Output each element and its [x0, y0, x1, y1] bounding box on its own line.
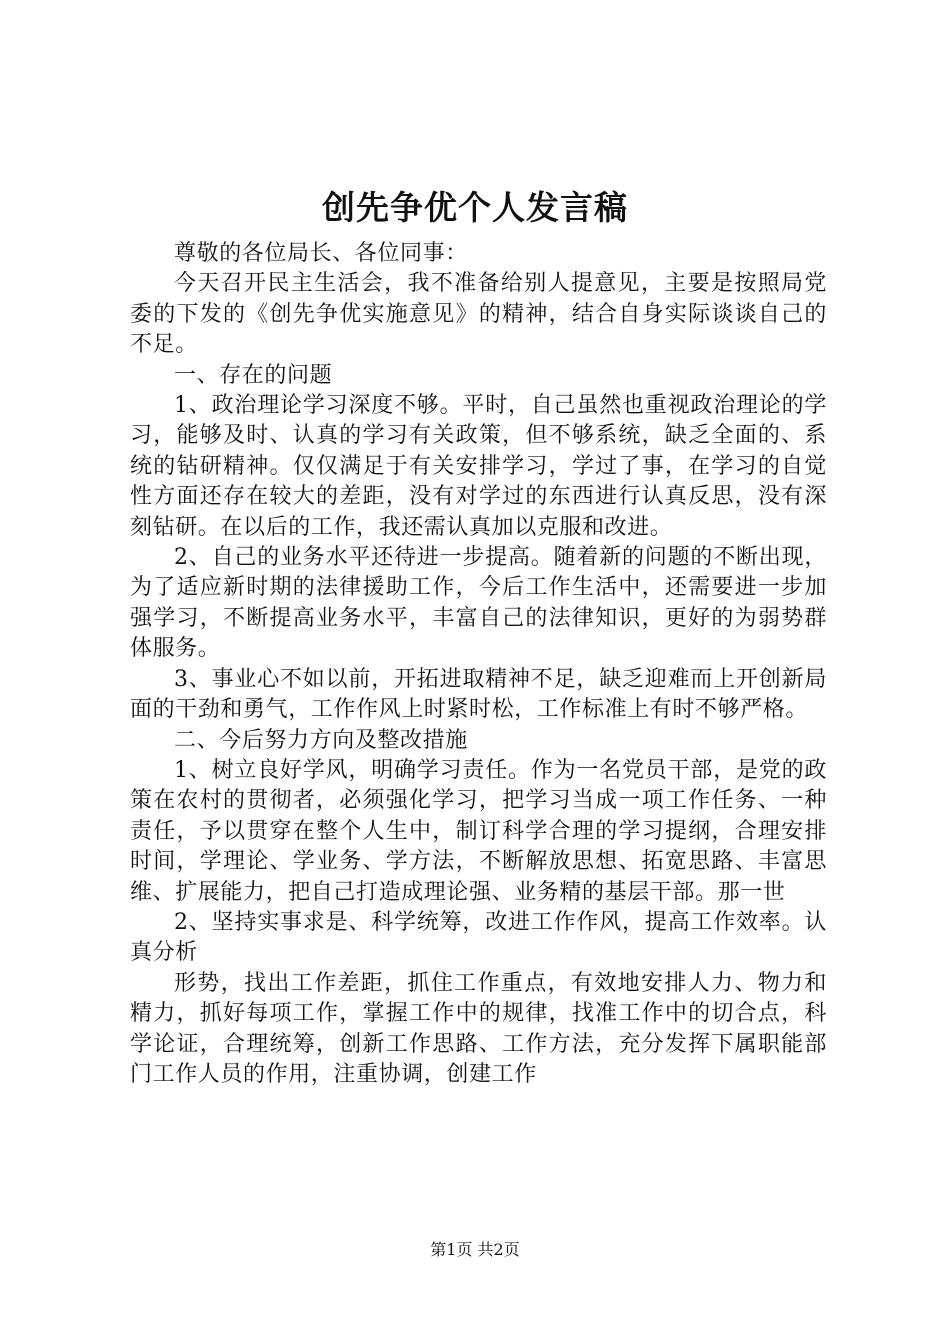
problem-item-2: 2、自己的业务水平还待进一步提高。随着新的问题的不断出现，为了适应新时期的法律援助工作，今后工作生活中，还需要进一步加强学习，不断提高业务水平，丰富自己的法律知识，更好的为弱势群体服务。	[130, 545, 827, 662]
page-indicator: 第1页 共2页	[430, 1240, 520, 1259]
problem-item-3: 3、事业心不如以前，开拓进取精神不足，缺乏迎难而上开创新局面的干劲和勇气，工作作风上时紧时松，工作标准上有时不够严格。	[130, 666, 827, 723]
intro-paragraph: 今天召开民主生活会，我不准备给别人提意见，主要是按照局党委的下发的《创先争优实施意见》的精神，结合自身实际谈谈自己的不足。	[130, 271, 827, 358]
salutation-paragraph: 尊敬的各位局长、各位同事：	[174, 241, 468, 266]
section-heading-problems: 一、存在的问题	[174, 362, 333, 388]
measure-item-2: 2、坚持实事求是、科学统筹，改进工作作风，提高工作效率。认真分析	[130, 909, 827, 966]
measure-item-2-continued: 形势，找出工作差距，抓住工作重点，有效地安排人力、物力和精力，抓好每项工作，掌握工作中的规律，找准工作中的切合点，科学论证，合理统筹，创新工作思路、工作方法，充分发挥下属职能部门工作人员的作用，注重协调，创建工作	[130, 970, 827, 1087]
measure-item-1: 1、树立良好学风，明确学习责任。作为一名党员干部，是党的政策在农村的贯彻者，必须强化学习，把学习当成一项工作任务、一种责任，予以贯穿在整个人生中，制订科学合理的学习提纲，合理安排时间，学理论、学业务、学方法，不断解放思想、拓宽思路、丰富思维、扩展能力，把自己打造成理论强、业务精的基层干部。那一世	[130, 757, 827, 905]
document-body	[130, 239, 827, 1090]
problem-item-1: 1、政治理论学习深度不够。平时，自己虽然也重视政治理论的学习，能够及时、认真的学习有关政策，但不够系统，缺乏全面的、系统的钻研精神。仅仅满足于有关安排学习，学过了事，在学习的自觉性方面还存在较大的差距，没有对学过的东西进行认真反思，没有深刻钻研。在以后的工作，我还需认真加以克服和改进。	[130, 393, 827, 540]
section-heading-measures: 二、今后努力方向及整改措施	[174, 727, 468, 753]
document-title: 创先争优个人发言稿	[322, 188, 628, 227]
